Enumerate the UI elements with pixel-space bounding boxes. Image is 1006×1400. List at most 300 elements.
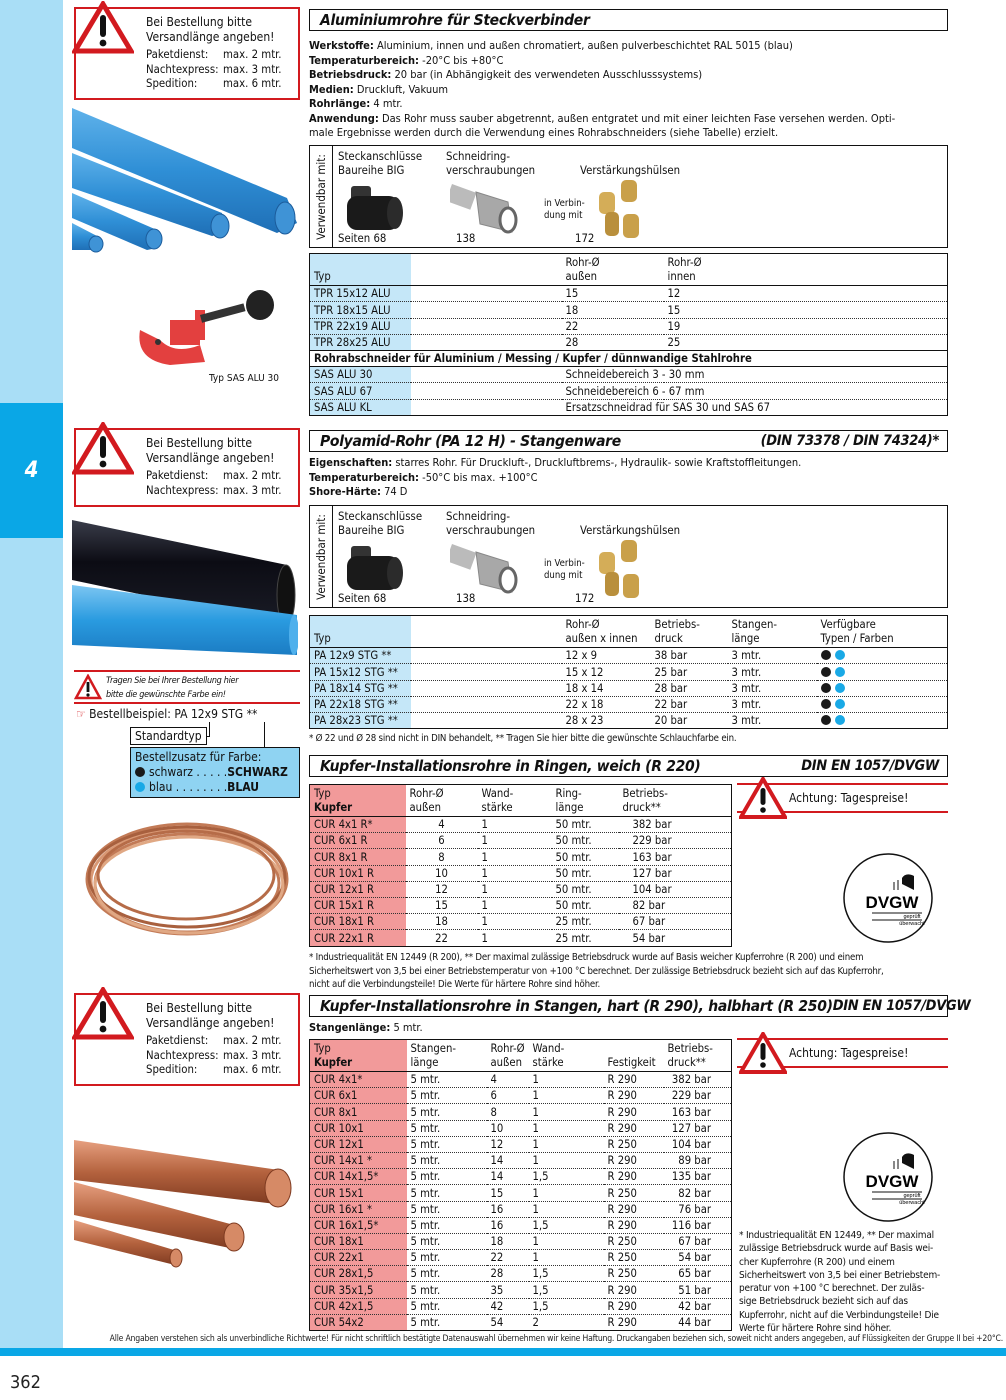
- disclaimer-footer: Alle Angaben verstehen sich als unverbindliche Richtwerte! Für nicht schriftlich bestätigte Datenauswahl übernehmen wir keine Haftung. Druckangaben beziehen sich, soweit nicht anders angegeben, auf Flüssigkeiten der Gruppe II bei +20°C.: [109, 1334, 1003, 1344]
- copper-coil-table: [309, 784, 732, 947]
- table-cell: 1,5: [529, 1169, 604, 1185]
- table-row[interactable]: [310, 1136, 732, 1152]
- page-ref[interactable]: 138: [456, 592, 476, 605]
- col-header-type: Typ: [310, 254, 411, 286]
- warning-title: Versandlänge angeben!: [146, 1016, 275, 1030]
- col-header-type: Typ Kupfer: [310, 785, 406, 817]
- table-cell: CUR 8x1 R: [310, 849, 406, 865]
- ship-max: max. 2 mtr.: [223, 1034, 282, 1047]
- section-title-text: Aluminiumrohre für Steckverbinder: [320, 11, 590, 29]
- table-row[interactable]: [310, 1282, 732, 1298]
- push-fittings-label: Steckanschlüsse: [338, 510, 423, 523]
- info-value: 74 D: [380, 485, 408, 498]
- table-cell: 15: [487, 1185, 529, 1201]
- table-cell: 5 mtr.: [407, 1088, 487, 1104]
- ship-method: Paketdienst:: [146, 1034, 209, 1047]
- table-cell: R 290: [604, 1104, 664, 1120]
- table-row[interactable]: [310, 1233, 732, 1249]
- blue-color-dot: [835, 699, 845, 709]
- black-color-dot: [821, 667, 831, 677]
- table-row[interactable]: [310, 865, 732, 881]
- table-cell: 127 bar: [664, 1120, 732, 1136]
- pipe-cutter-image: [130, 290, 280, 370]
- section-title-polyamide: [309, 430, 948, 452]
- page-ref[interactable]: 172: [575, 232, 595, 245]
- col-header-wall: Wand- stärke: [529, 1040, 604, 1072]
- table-cell: CUR 10x1: [310, 1120, 407, 1136]
- table-row[interactable]: SAS ALU KL Ersatzschneidrad für SAS 30 und SAS 67: [310, 399, 948, 415]
- section-title-copper-coil: [309, 755, 948, 777]
- din-standard: (DIN 73378 / DIN 74324)*: [760, 433, 939, 449]
- table-cell: 10: [406, 865, 478, 881]
- table-cell: R 290: [604, 1152, 664, 1168]
- copper-coil-image: [78, 815, 296, 945]
- col-header-id: Rohr-Ø innen: [664, 254, 948, 286]
- info-label: Rohrlänge:: [309, 97, 371, 110]
- in-combination-label: in Verbin-: [544, 558, 585, 569]
- color-hint: [74, 670, 300, 704]
- table-row[interactable]: PA 18x14 STG ** 18 x 14 28 bar 3 mtr.: [310, 680, 948, 696]
- table-cell: 54: [490, 1316, 504, 1329]
- table-cell: 5 mtr.: [407, 1298, 487, 1314]
- order-example-label: Bestellbeispiel:: [89, 707, 171, 721]
- warning-title: Versandlänge angeben!: [146, 30, 275, 44]
- info-label: Shore-Härte:: [309, 485, 381, 498]
- warning-icon: [72, 987, 134, 1041]
- ship-max: max. 6 mtr.: [223, 1063, 282, 1076]
- table-row[interactable]: [310, 1314, 732, 1330]
- warning-title: Bei Bestellung bitte: [146, 1001, 252, 1015]
- chapter-sidebar: [0, 0, 63, 1350]
- order-example-value: PA 12x9 STG: [174, 707, 244, 721]
- warning-title: Bei Bestellung bitte: [146, 436, 252, 450]
- sleeves-image: [595, 538, 647, 606]
- table-cell: R 290: [604, 1201, 664, 1217]
- warning-icon: [739, 1032, 787, 1074]
- table-cell: 2: [532, 1316, 539, 1329]
- table-row[interactable]: TPR 28x25 ALU 28 25: [310, 334, 948, 350]
- warning-icon: [74, 674, 102, 700]
- table-cell: 89 bar: [664, 1152, 732, 1168]
- table-cell: 1: [529, 1250, 604, 1266]
- table-cell: 14: [487, 1152, 529, 1168]
- table-cell: 1: [478, 881, 552, 897]
- col-header-od: Rohr-Ø außen: [406, 785, 478, 817]
- table-cell: 1: [529, 1088, 604, 1104]
- table-cell: 135 bar: [664, 1169, 732, 1185]
- table-cell: CUR 54x2: [310, 1314, 407, 1330]
- table-cell: 5 mtr.: [407, 1152, 487, 1168]
- black-color-dot: [821, 683, 831, 693]
- in-combination-label: dung mit: [544, 210, 583, 221]
- table-row[interactable]: [310, 1120, 732, 1136]
- table-cell: 44 bar: [678, 1316, 711, 1329]
- page-ref[interactable]: Seiten 68: [338, 232, 387, 245]
- info-label: Temperaturbereich:: [309, 53, 419, 67]
- black-color-dot: [821, 650, 831, 660]
- copper-bars-footnote: * Industriequalität EN 12449, ** Der maximal zulässige Betriebsdruck wurde auf Basis wei- cher Kupferrohre (R 200) und einem Sicherheitswert von 3,5 bei einer Betriebstem- peratur von +100 °C berechnet. Der zuläs- sige Betriebsdruck bezieht sich auf das Kupferrohr, nicht auf die Verbindungsteile! Die Werte für härtere Rohre sind höher.: [739, 1230, 941, 1335]
- footer-bar: [0, 1348, 1006, 1356]
- shipping-warning-3: [74, 993, 300, 1086]
- compression-fitting-image: [450, 540, 520, 598]
- page-number: 362: [10, 1372, 41, 1393]
- section-title-text: Polyamid-Rohr (PA 12 H) - Stangenware: [320, 432, 621, 450]
- standard-type-label: Standardtyp: [130, 727, 207, 745]
- info-value: -50°C bis max. +100°C: [419, 470, 538, 484]
- table-cell: 50 mtr.: [552, 865, 619, 881]
- table-cell: 6: [406, 833, 478, 849]
- table-cell: 22: [487, 1250, 529, 1266]
- copper-pipes-image: [74, 1140, 300, 1270]
- table-cell: 1: [529, 1120, 604, 1136]
- din-standard: DIN EN 1057/DVGW: [801, 758, 939, 774]
- info-value: -20°C bis +80°C: [419, 53, 504, 67]
- chapter-tab[interactable]: [0, 403, 63, 538]
- table-cell: 1: [529, 1201, 604, 1217]
- svg-text:geprüft: geprüft: [903, 914, 921, 920]
- table-row[interactable]: TPR 18x15 ALU 18 15: [310, 302, 948, 318]
- table-cell: CUR 4x1*: [310, 1072, 407, 1088]
- table-cell: 50 mtr.: [552, 833, 619, 849]
- table-cell: R 250: [604, 1136, 664, 1152]
- table-row[interactable]: PA 12x9 STG ** 12 x 9 38 bar 3 mtr.: [310, 648, 948, 664]
- table-cell: 18: [406, 914, 478, 930]
- info-value: starres Rohr. Für Druckluft-, Druckluftbrems-, Hydraulik- sowie Kraftstoffleitungen.: [392, 456, 802, 469]
- compression-fittings-label: Schneidring-: [446, 150, 511, 163]
- table-cell: 1: [478, 833, 552, 849]
- polyamide-tubes-image: [72, 515, 298, 655]
- col-header-ring-length: Ring- länge: [552, 785, 619, 817]
- ship-method: Nachtexpress:: [146, 1048, 219, 1062]
- table-cell: 1: [529, 1136, 604, 1152]
- table-cell: CUR 8x1: [310, 1104, 407, 1120]
- table-row[interactable]: SAS ALU 67 Schneidebereich 6 - 67 mm: [310, 383, 948, 399]
- table-cell: 16: [487, 1217, 529, 1233]
- table-cell: 25 mtr.: [552, 914, 619, 930]
- info-label: Medien:: [309, 82, 354, 96]
- table-cell: 5 mtr.: [407, 1104, 487, 1120]
- col-header-od: Rohr-Ø außen: [487, 1040, 529, 1072]
- table-row[interactable]: [310, 1088, 732, 1104]
- info-value: Druckluft, Vakuum: [353, 82, 449, 96]
- table-cell: 51 bar: [664, 1282, 732, 1298]
- table-cell: 5 mtr.: [407, 1282, 487, 1298]
- table-cell: CUR 6x1 R: [310, 833, 406, 849]
- table-row[interactable]: TPR 15x12 ALU 15 12: [310, 286, 948, 302]
- table-cell: CUR 4x1 R*: [310, 817, 406, 833]
- polyamide-table: [309, 615, 948, 729]
- table-cell: 82 bar: [619, 897, 732, 913]
- compression-fitting-image: [450, 180, 520, 238]
- table-cell: 1: [529, 1185, 604, 1201]
- table-cell: 1: [529, 1233, 604, 1249]
- table-cell: CUR 6x1: [310, 1088, 407, 1104]
- table-row[interactable]: PA 28x23 STG ** 28 x 23 20 bar 3 mtr.: [310, 713, 948, 729]
- color-option-blue: blau . . . . . . . .BLAU: [135, 780, 295, 795]
- table-cell: 28: [487, 1266, 529, 1282]
- color-option-black: schwarz . . . . .SCHWARZ: [135, 765, 295, 780]
- section-title-aluminium: [309, 9, 948, 31]
- compression-fittings-label: verschraubungen: [446, 524, 536, 537]
- table-cell: 67 bar: [619, 914, 732, 930]
- page-ref[interactable]: 138: [456, 232, 476, 245]
- dvgw-logo-text: DVGW: [865, 1172, 919, 1191]
- table-cell: 8: [487, 1104, 529, 1120]
- cutter-section-heading: Rohrabschneider für Aluminium / Messing / Kupfer / dünnwandige Stahlrohre: [310, 351, 948, 367]
- table-cell: CUR 16x1 *: [310, 1201, 407, 1217]
- blue-color-dot: [835, 715, 845, 725]
- table-cell: 5 mtr.: [407, 1266, 487, 1282]
- copper-coil-footnote: * Industriequalität EN 12449 (R 200), ** Der maximal zulässige Betriebsdruck wurde auf Basis weicher Kupferrohre (R 200) und einem Sicherheitswert von 3,5 bei einer Betriebstemperatur von +100 °C berechnet. Der zulässige Betriebsdruck bezieht sich auf das Kupferrohr, nicht auf die Verbindungsteile! Die Werte für härtere Rohre sind höher.: [309, 952, 884, 990]
- page-ref[interactable]: 172: [575, 592, 595, 605]
- table-cell: R 290: [604, 1072, 664, 1088]
- push-fittings-series: Baureihe BIG: [338, 164, 405, 177]
- table-cell: 4: [487, 1072, 529, 1088]
- table-cell: CUR 28x1,5: [310, 1266, 407, 1282]
- color-suffix-box: [130, 747, 300, 798]
- table-cell: R 290: [604, 1120, 664, 1136]
- ship-method: Nachtexpress:: [146, 62, 219, 76]
- table-cell: 1: [478, 865, 552, 881]
- table-cell: CUR 18x1 R: [310, 914, 406, 930]
- table-cell: 50 mtr.: [552, 817, 619, 833]
- table-cell: CUR 16x1,5*: [310, 1217, 407, 1233]
- sleeves-label: Verstärkungshülsen: [580, 164, 681, 177]
- shipping-warning-1: [74, 7, 300, 100]
- table-cell: 22: [435, 931, 448, 945]
- table-cell: 5 mtr.: [407, 1136, 487, 1152]
- table-row[interactable]: PA 22x18 STG ** 22 x 18 22 bar 3 mtr.: [310, 696, 948, 712]
- table-row[interactable]: [310, 1217, 732, 1233]
- page-ref[interactable]: Seiten 68: [338, 592, 387, 605]
- table-cell: 50 mtr.: [552, 897, 619, 913]
- table-cell: 1: [478, 897, 552, 913]
- compression-fittings-label: verschraubungen: [446, 164, 536, 177]
- table-cell: 14: [487, 1169, 529, 1185]
- copper-bars-table: [309, 1039, 732, 1331]
- ship-max: max. 2 mtr.: [223, 48, 282, 61]
- table-cell: 12: [406, 881, 478, 897]
- warning-icon: [72, 1, 134, 55]
- table-cell: 1,5: [529, 1282, 604, 1298]
- compatible-with-box-1: [309, 145, 948, 248]
- table-cell: R 250: [604, 1233, 664, 1249]
- table-row[interactable]: SAS ALU 30 Schneidebereich 3 - 30 mm: [310, 367, 948, 383]
- table-cell: 5 mtr.: [407, 1120, 487, 1136]
- table-row[interactable]: [310, 1201, 732, 1217]
- info-value: Aluminium, innen und außen chromatiert, außen pulverbeschichtet RAL 5015 (blau): [373, 39, 793, 52]
- ship-max: max. 3 mtr.: [223, 483, 282, 497]
- table-cell: CUR 42x1,5: [310, 1298, 407, 1314]
- table-cell: 6: [487, 1088, 529, 1104]
- table-cell: 5 mtr.: [407, 1217, 487, 1233]
- order-example-suffix: **: [246, 707, 258, 721]
- compatible-with-box-2: [309, 505, 948, 608]
- table-cell: CUR 14x1 *: [310, 1152, 407, 1168]
- table-cell: 127 bar: [619, 865, 732, 881]
- warning-icon: [739, 777, 787, 819]
- table-cell: CUR 10x1 R: [310, 865, 406, 881]
- col-header-od: Rohr-Ø außen: [562, 254, 664, 286]
- table-cell: 5 mtr.: [407, 1072, 487, 1088]
- svg-text:geprüft: geprüft: [903, 1193, 921, 1199]
- black-color-dot: [821, 699, 831, 709]
- dvgw-logo-text: DVGW: [865, 893, 919, 912]
- ship-method: Spedition:: [146, 1063, 198, 1076]
- table-row[interactable]: [310, 930, 732, 946]
- table-cell: CUR 12x1 R: [310, 881, 406, 897]
- table-cell: 229 bar: [664, 1088, 732, 1104]
- section-title-text: Kupfer-Installationsrohre in Stangen, hart (R 290), halbhart (R 250): [320, 997, 833, 1015]
- compatible-label: Verwendbar mit:: [310, 146, 333, 247]
- table-cell: 76 bar: [664, 1201, 732, 1217]
- table-cell: R 290: [604, 1282, 664, 1298]
- shipping-warning-2: [74, 428, 300, 507]
- table-cell: 5 mtr.: [407, 1169, 487, 1185]
- color-hint-text: Tragen Sie bei Ihrer Bestellung hier: [106, 676, 239, 686]
- dvgw-seal-1: [842, 852, 934, 944]
- warning-title: Bei Bestellung bitte: [146, 15, 252, 29]
- warning-title: Versandlänge angeben!: [146, 451, 275, 465]
- table-cell: 5 mtr.: [407, 1233, 487, 1249]
- table-cell: 1: [481, 931, 488, 945]
- table-cell: 163 bar: [619, 849, 732, 865]
- sleeves-label: Verstärkungshülsen: [580, 524, 681, 537]
- table-cell: 4: [406, 817, 478, 833]
- in-combination-label: dung mit: [544, 570, 583, 581]
- table-cell: 229 bar: [619, 833, 732, 849]
- table-cell: 163 bar: [664, 1104, 732, 1120]
- table-cell: CUR 22x1 R: [310, 930, 406, 946]
- info-value: Das Rohr muss sauber abgetrennt, außen entgratet und mit einer leichten Fase versehen werden. Opti-: [378, 111, 896, 125]
- table-cell: 82 bar: [664, 1185, 732, 1201]
- col-header-pressure: Betriebs- druck: [651, 616, 728, 648]
- table-cell: 54 bar: [632, 931, 666, 945]
- table-cell: 104 bar: [619, 881, 732, 897]
- in-combination-label: in Verbin-: [544, 198, 585, 209]
- blue-color-dot: [135, 782, 145, 792]
- info-label: Betriebsdruck:: [309, 68, 392, 81]
- col-header-wall: Wand- stärke: [478, 785, 552, 817]
- table-row[interactable]: PA 15x12 STG ** 15 x 12 25 bar 3 mtr.: [310, 664, 948, 680]
- table-cell: R 290: [604, 1298, 664, 1314]
- table-cell: 10: [487, 1120, 529, 1136]
- table-row[interactable]: [310, 897, 732, 913]
- table-cell: R 250: [604, 1266, 664, 1282]
- table-row[interactable]: TPR 22x19 ALU 22 19: [310, 318, 948, 334]
- push-fittings-series: Baureihe BIG: [338, 524, 405, 537]
- table-cell: 42 bar: [664, 1298, 732, 1314]
- table-cell: CUR 14x1,5*: [310, 1169, 407, 1185]
- table-cell: R 290: [604, 1088, 664, 1104]
- table-cell: 54 bar: [664, 1250, 732, 1266]
- col-header-length: Stangen- länge: [728, 616, 817, 648]
- ship-max: max. 6 mtr.: [223, 77, 282, 90]
- table-row[interactable]: [310, 849, 732, 865]
- compression-fittings-label: Schneidring-: [446, 510, 511, 523]
- ship-max: max. 2 mtr.: [223, 469, 282, 482]
- table-row[interactable]: [310, 1072, 732, 1088]
- col-header-type: Typ: [310, 616, 411, 648]
- table-row[interactable]: [310, 1266, 732, 1282]
- table-cell: 104 bar: [664, 1136, 732, 1152]
- table-cell: 25 mtr.: [555, 931, 592, 945]
- ship-method: Spedition:: [146, 77, 198, 90]
- table-cell: 50 mtr.: [552, 849, 619, 865]
- black-color-dot: [135, 767, 145, 777]
- ship-method: Paketdienst:: [146, 48, 209, 61]
- svg-text:überwacht: überwacht: [899, 921, 925, 927]
- pa-info: [309, 456, 801, 500]
- table-cell: 8: [406, 849, 478, 865]
- blue-color-dot: [835, 667, 845, 677]
- table-cell: CUR 35x1,5: [310, 1282, 407, 1298]
- table-row[interactable]: [310, 1152, 732, 1168]
- table-cell: 1,5: [529, 1298, 604, 1314]
- info-label: Temperaturbereich:: [309, 470, 419, 484]
- table-cell: CUR 12x1: [310, 1136, 407, 1152]
- table-cell: 1: [529, 1152, 604, 1168]
- table-row[interactable]: [310, 1104, 732, 1120]
- push-fitting-image: [345, 544, 407, 594]
- table-row[interactable]: [310, 914, 732, 930]
- table-cell: 1,5: [529, 1266, 604, 1282]
- table-cell: 35: [487, 1282, 529, 1298]
- col-header-pressure: Betriebs- druck**: [619, 785, 732, 817]
- table-cell: 1: [478, 849, 552, 865]
- table-row[interactable]: [310, 1185, 732, 1201]
- table-row[interactable]: [310, 1169, 732, 1185]
- blue-color-dot: [835, 683, 845, 693]
- ship-max: max. 3 mtr.: [223, 1048, 282, 1062]
- svg-text:überwacht: überwacht: [899, 1200, 925, 1206]
- bar-length-info: Stangenlänge: 5 mtr.: [309, 1021, 423, 1034]
- col-header-diameter: Rohr-Ø außen x innen: [562, 616, 651, 648]
- blue-color-dot: [835, 650, 845, 660]
- table-row[interactable]: [310, 817, 732, 833]
- aluminium-table: [309, 253, 948, 416]
- din-standard: DIN EN 1057/DVGW: [832, 998, 971, 1014]
- table-row[interactable]: [310, 833, 732, 849]
- table-cell: CUR 15x1 R: [310, 897, 406, 913]
- info-value: 4 mtr.: [370, 97, 403, 110]
- chapter-number: 4: [24, 458, 39, 483]
- col-header-bar-length: Stangen- länge: [407, 1040, 487, 1072]
- daily-prices-notice-2: [737, 1038, 948, 1068]
- table-cell: 1: [478, 817, 552, 833]
- table-cell: 5 mtr.: [407, 1185, 487, 1201]
- daily-prices-notice-1: [737, 783, 948, 813]
- black-color-dot: [821, 715, 831, 725]
- table-cell: CUR 15x1: [310, 1185, 407, 1201]
- table-cell: R 290: [604, 1169, 664, 1185]
- compatible-label: Verwendbar mit:: [310, 506, 333, 607]
- col-header-type: Typ Kupfer: [310, 1040, 407, 1072]
- table-row[interactable]: [310, 881, 732, 897]
- table-cell: CUR 22x1: [310, 1250, 407, 1266]
- cutter-caption: Typ SAS ALU 30: [209, 373, 279, 384]
- table-row[interactable]: [310, 1298, 732, 1314]
- table-cell: 15: [406, 897, 478, 913]
- daily-prices-text: Achtung: Tagespreise!: [789, 791, 909, 805]
- table-cell: R 250: [604, 1185, 664, 1201]
- table-row[interactable]: [310, 1250, 732, 1266]
- warning-icon: [72, 422, 134, 476]
- color-suffix-title: Bestellzusatz für Farbe:: [135, 750, 262, 764]
- section-title-text: Kupfer-Installationsrohre in Ringen, weich (R 220): [320, 757, 701, 775]
- section-title-copper-bars: [309, 995, 971, 1017]
- col-header-colors: Verfügbare Typen / Farben: [817, 616, 948, 648]
